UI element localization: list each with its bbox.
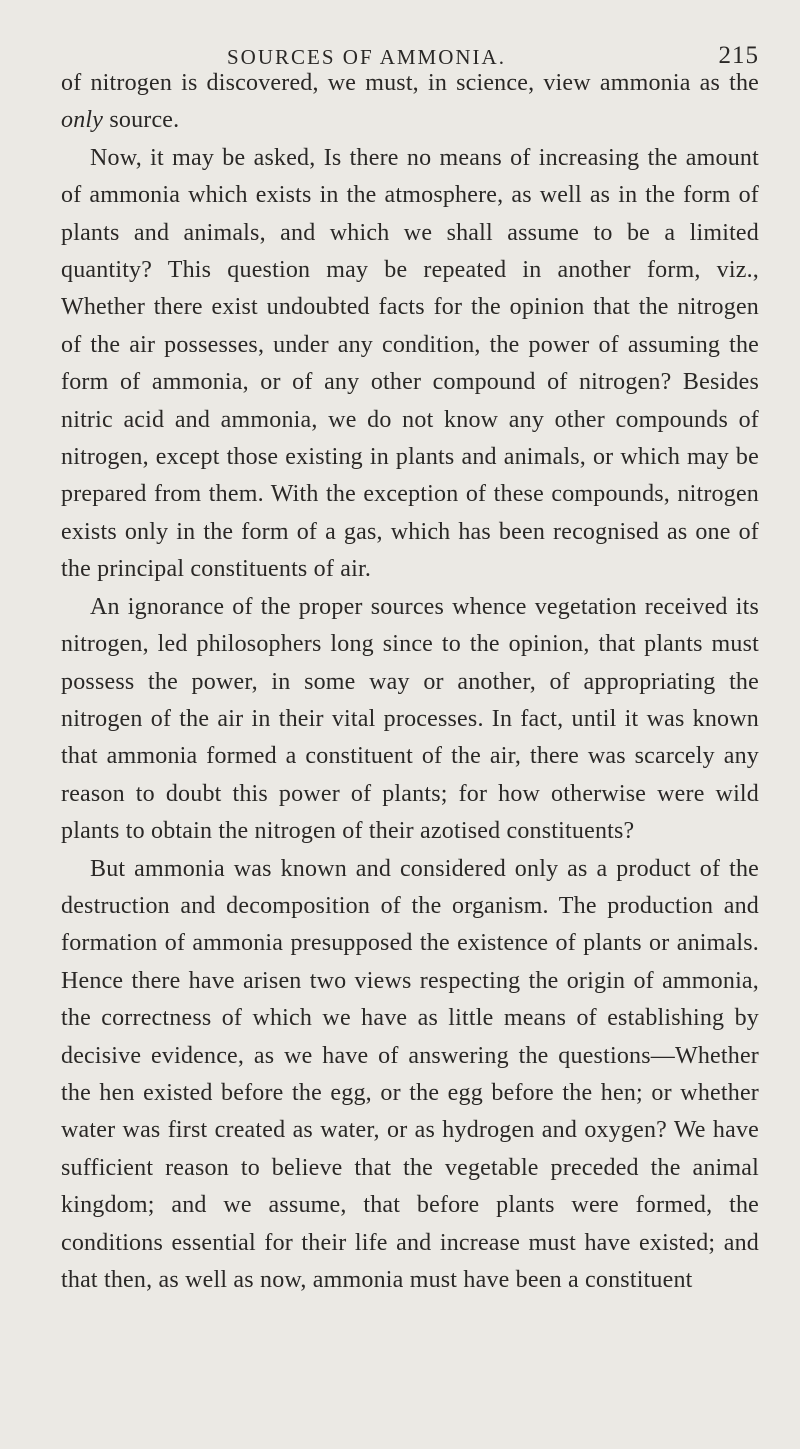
paragraph: But ammonia was known and considered only as a product of the destruction and decomposition of the organism. The production and formation of ammonia presupposed the existence of plants or animals. Hence there have arisen two views respecting the origin of ammonia, the correctness of which we have as little means of establishing by decisive evidence, as we have of answering the questions—Whether the hen existed before the egg, or the egg before the hen; or whether water was first created as water, or as hydrogen and oxygen? We have sufficient reason to believe that the vegetable preceded the animal kingdom; and we assume, that before plants were formed, the conditions essential for their life and increase must have existed; and that then, as well as now, ammonia must have been a constituent: [61, 855, 759, 1293]
paragraph-text: of nitrogen is discovered, we must, in science, view ammonia as the: [61, 70, 759, 96]
running-title: SOURCES OF AMMONIA.: [227, 45, 506, 69]
paragraph-text: source.: [103, 107, 180, 134]
paragraph: Now, it may be asked, Is there no means of increasing the amount of ammonia which exists in the atmosphere, as well as in the form of plants and animals, and which we shall assume to be a limited quantity? This question may be repeated in another form, viz., Whether there exist undoubted facts for the opinion that the nitrogen of the air possesses, under any condition, the power of assuming the form of ammonia, or of any other compound of nitrogen? Besides nitric acid and ammonia, we do not know any other compounds of nitrogen, except those existing in plants and animals, or which may be prepared from them. With the exception of these compounds, nitrogen exists only in the form of a gas, which has been recognised as one of the principal constituents of air.: [61, 144, 759, 583]
body-text: [61, 65, 759, 1299]
paragraph: An ignorance of the proper sources whence vegetation received its nitrogen, led philosophers long since to the opinion, that plants must possess the power, in some way or another, of appropriating the nitrogen of the air in their vital processes. In fact, until it was known that ammonia formed a constituent of the air, there was scarcely any reason to doubt this power of plants; for how otherwise were wild plants to obtain the nitrogen of their azotised constituents?: [61, 593, 759, 845]
emphasis-word: only: [61, 107, 104, 134]
running-head: [61, 0, 759, 69]
paragraph-continuation: [61, 65, 759, 140]
page-number: 215: [718, 42, 759, 69]
